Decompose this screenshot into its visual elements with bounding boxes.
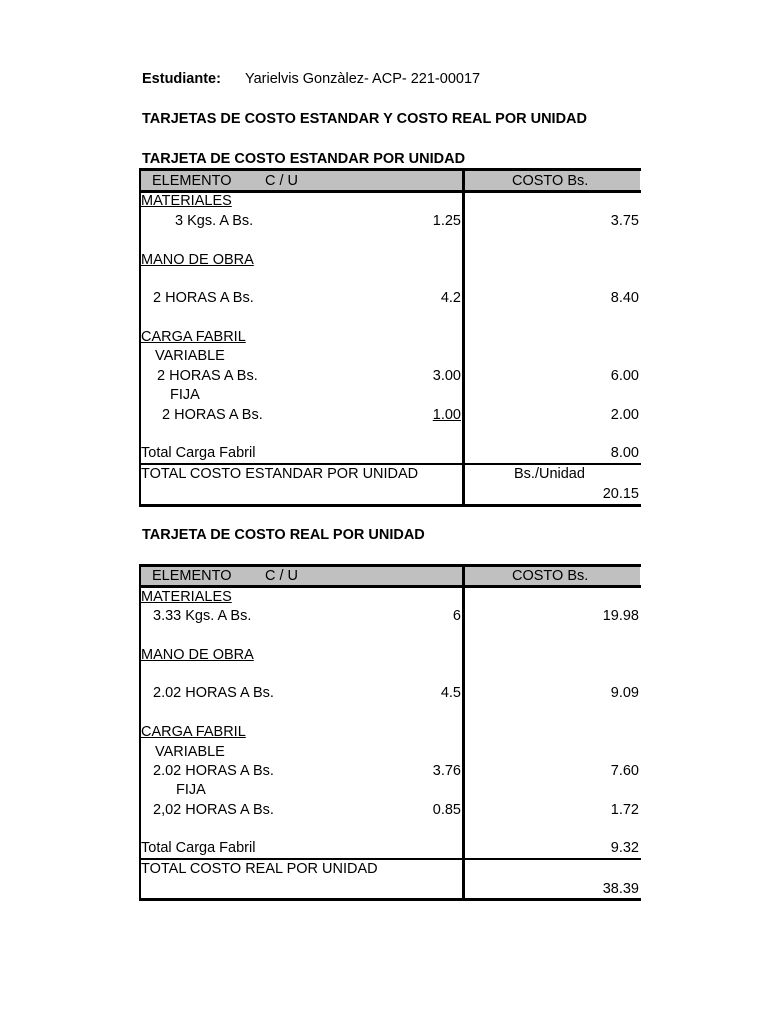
real-mano-obra-cost: 9.09	[610, 685, 639, 701]
standard-mano-obra-unit: 4.2	[440, 290, 461, 306]
real-materiales-label: MATERIALES	[141, 589, 232, 605]
standard-variable-desc: 2 HORAS A Bs.	[157, 368, 258, 384]
page-title: TARJETAS DE COSTO ESTANDAR Y COSTO REAL POR UNIDAD	[142, 111, 587, 127]
standard-total-unit-label: Bs./Unidad	[514, 466, 585, 482]
standard-materiales-label: MATERIALES	[141, 193, 232, 209]
real-materiales-unit: 6	[452, 608, 461, 624]
standard-fija-desc: 2 HORAS A Bs.	[162, 407, 263, 423]
standard-fija-cost: 2.00	[610, 407, 639, 423]
standard-mano-obra-label: MANO DE OBRA	[141, 252, 254, 268]
standard-mano-obra-desc: 2 HORAS A Bs.	[153, 290, 254, 306]
student-name: Yarielvis Gonzàlez- ACP- 221-00017	[245, 71, 481, 87]
real-carga-fabril-label: CARGA FABRIL	[141, 724, 246, 740]
real-total-value: 38.39	[602, 881, 639, 897]
real-fija-cost: 1.72	[610, 802, 639, 818]
real-mano-obra-unit: 4.5	[440, 685, 461, 701]
standard-header-elemento: ELEMENTO	[152, 173, 232, 189]
standard-materiales-unit: 1.25	[432, 213, 461, 229]
real-variable-label: VARIABLE	[155, 744, 225, 760]
real-variable-unit: 3.76	[432, 763, 461, 779]
standard-mano-obra-cost: 8.40	[610, 290, 639, 306]
real-materiales-desc: 3.33 Kgs. A Bs.	[153, 608, 252, 624]
standard-materiales-cost: 3.75	[610, 213, 639, 229]
standard-carga-fabril-label: CARGA FABRIL	[141, 329, 246, 345]
student-label: Estudiante:	[142, 71, 221, 87]
standard-total-label: TOTAL COSTO ESTANDAR POR UNIDAD	[141, 466, 419, 482]
real-variable-desc: 2.02 HORAS A Bs.	[153, 763, 274, 779]
real-card-title: TARJETA DE COSTO REAL POR UNIDAD	[142, 527, 425, 543]
standard-total-carga-value: 8.00	[610, 445, 639, 461]
standard-variable-label: VARIABLE	[155, 348, 225, 364]
standard-fija-label: FIJA	[170, 387, 200, 403]
real-header-costo: COSTO Bs.	[512, 568, 589, 584]
standard-card-title: TARJETA DE COSTO ESTANDAR POR UNIDAD	[142, 151, 466, 167]
real-fija-unit: 0.85	[432, 802, 461, 818]
real-variable-cost: 7.60	[610, 763, 639, 779]
standard-variable-cost: 6.00	[610, 368, 639, 384]
real-mano-obra-desc: 2.02 HORAS A Bs.	[153, 685, 274, 701]
standard-total-carga-label: Total Carga Fabril	[141, 445, 256, 461]
real-materiales-cost: 19.98	[602, 608, 639, 624]
real-fija-desc: 2,02 HORAS A Bs.	[153, 802, 274, 818]
real-header-cu: C / U	[265, 568, 299, 584]
real-mano-obra-label: MANO DE OBRA	[141, 647, 254, 663]
standard-header-cu: C / U	[265, 173, 299, 189]
real-total-carga-value: 9.32	[610, 840, 639, 856]
real-total-carga-label: Total Carga Fabril	[141, 840, 256, 856]
real-total-label: TOTAL COSTO REAL POR UNIDAD	[141, 861, 378, 877]
standard-header-costo: COSTO Bs.	[512, 173, 589, 189]
real-fija-label: FIJA	[176, 782, 206, 798]
real-header-elemento: ELEMENTO	[152, 568, 232, 584]
standard-fija-unit: 1.00	[432, 407, 461, 423]
standard-total-value: 20.15	[602, 486, 639, 502]
standard-materiales-desc: 3 Kgs. A Bs.	[175, 213, 254, 229]
standard-variable-unit: 3.00	[432, 368, 461, 384]
